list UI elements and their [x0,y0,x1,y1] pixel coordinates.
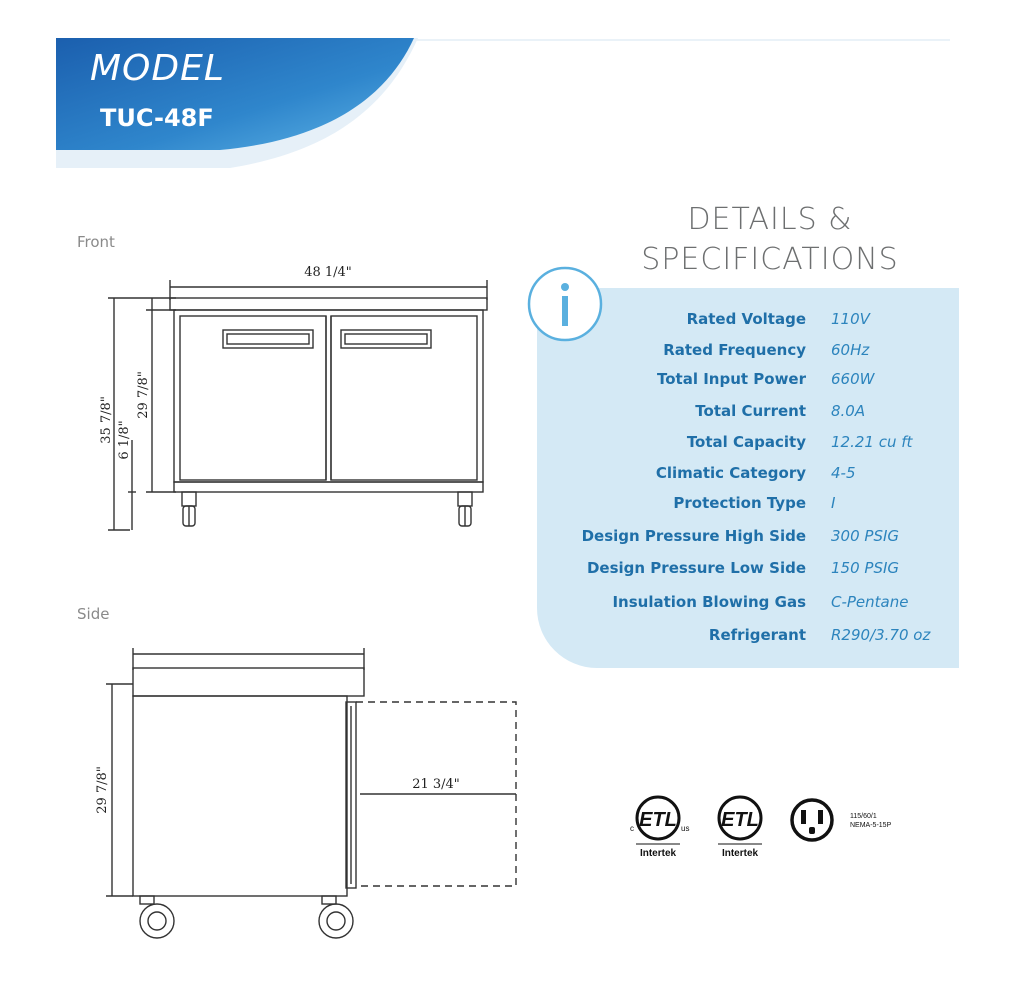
spec-value: 110V [831,310,870,328]
side-height-dim: 29 7/8" [95,766,110,814]
spec-row [0,460,1023,486]
spec-label: Rated Voltage [686,310,806,328]
intertek-label-1: Intertek [639,848,677,859]
spec-value: I [831,494,836,512]
spec-value: 660W [831,370,875,388]
nema-plug-icon [792,800,832,840]
spec-row [0,523,1023,549]
model-heading: MODEL [90,48,225,89]
plug-type: NEMA-5-15P [850,822,892,829]
etl-mark-icon [718,797,762,859]
spec-row [0,622,1023,648]
spec-row [0,429,1023,455]
spec-row [0,337,1023,363]
model-banner [0,0,1023,200]
spec-row [0,490,1023,516]
front-body-height-dim: 29 7/8" [136,371,151,419]
certification-marks [620,790,920,870]
door-swing-dim: 21 3/4" [412,777,460,792]
spec-value: C-Pentane [831,593,909,611]
spec-row [0,306,1023,332]
etl-c: c [630,824,634,833]
etl-us: us [681,824,690,833]
spec-row [0,366,1023,392]
details-title-line2: SPECIFICATIONS [641,242,899,277]
spec-value: 300 PSIG [831,527,900,545]
front-total-height-dim: 35 7/8" [99,396,114,444]
etl-mark-2: ETL [721,809,759,831]
side-view-label: Side [77,605,110,623]
spec-row [0,555,1023,581]
spec-label: Total Capacity [686,433,806,451]
spec-value: 150 PSIG [831,559,900,577]
details-title-line1: DETAILS & [687,202,853,237]
spec-label: Protection Type [673,494,806,512]
side-view-drawing [90,640,530,950]
spec-label: Design Pressure High Side [581,527,806,545]
front-width-dim: 48 1/4" [304,265,352,280]
spec-row [0,398,1023,424]
spec-label: Climatic Category [655,464,806,482]
spec-value: 8.0A [831,402,866,420]
spec-value: 12.21 cu ft [831,433,913,451]
spec-row [0,589,1023,615]
spec-label: Refrigerant [708,626,806,644]
etl-mark-1: ETL [639,809,677,831]
cetlus-mark-icon [630,797,689,859]
spec-label: Design Pressure Low Side [586,559,806,577]
intertek-label-2: Intertek [721,848,759,859]
front-view-label: Front [77,233,115,251]
plug-rating: 115/60/1 [850,813,877,820]
spec-value: 4-5 [831,464,856,482]
spec-value: 60Hz [831,341,870,359]
spec-label: Insulation Blowing Gas [612,593,806,611]
spec-value: R290/3.70 oz [831,626,931,644]
details-title [610,200,930,280]
spec-label: Total Current [695,402,806,420]
model-code: TUC-48F [100,104,214,132]
spec-label: Total Input Power [657,370,806,388]
spec-label: Rated Frequency [663,341,806,359]
front-leg-height-dim: 6 1/8" [117,420,132,460]
